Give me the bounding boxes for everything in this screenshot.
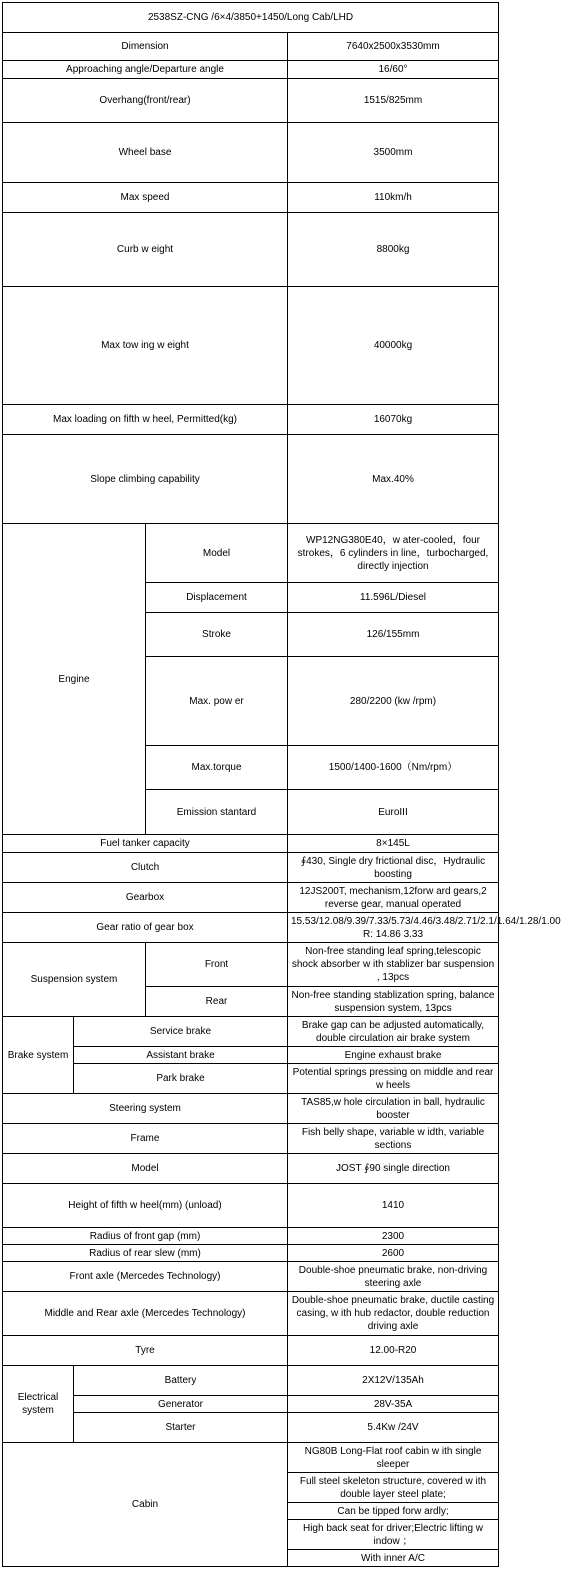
cabin-group-label: Cabin [3, 1443, 288, 1567]
row-value: 16/60° [288, 61, 499, 79]
row-label: Max. pow er [146, 657, 288, 746]
title-row [3, 3, 499, 33]
row-label: Max.torque [146, 746, 288, 790]
row-value: 1515/825mm [288, 79, 499, 123]
row-label: Dimension [3, 33, 288, 61]
row-value: 1500/1400-1600（Nm/rpm） [288, 746, 499, 790]
row-value: 3500mm [288, 123, 499, 183]
cabin-item: Can be tipped forw ardly; [288, 1503, 499, 1520]
row-value: EuroIII [288, 790, 499, 835]
row-label: Model [146, 524, 288, 583]
row-value: 12.00-R20 [288, 1336, 499, 1366]
table-row [3, 1228, 499, 1245]
row-label: Assistant brake [74, 1047, 288, 1064]
table-row [3, 1292, 499, 1336]
row-value: Max.40% [288, 435, 499, 524]
row-label: Radius of front gap (mm) [3, 1228, 288, 1245]
table-row [3, 79, 499, 123]
row-value: WP12NG380E40，w ater-cooled，four strokes，6 cylinders in line，turbocharged, directly injection [288, 524, 499, 583]
table-row [3, 61, 499, 79]
row-label: Max tow ing w eight [3, 287, 288, 405]
cabin-item: With inner A/C [288, 1550, 499, 1567]
table-row [3, 1245, 499, 1262]
row-value: 2600 [288, 1245, 499, 1262]
row-label: Park brake [74, 1064, 288, 1094]
row-label: Approaching angle/Departure angle [3, 61, 288, 79]
row-value: Brake gap can be adjusted automatically, double circulation air brake system [288, 1017, 499, 1047]
row-label: Front [146, 943, 288, 987]
row-label: Service brake [74, 1017, 288, 1047]
row-label: Gearbox [3, 883, 288, 913]
row-value: 12JS200T, mechanism,12forw ard gears,2 reverse gear, manual operated [288, 883, 499, 913]
row-value: Potential springs pressing on middle and rear w heels [288, 1064, 499, 1094]
row-label: Rear [146, 987, 288, 1017]
table-row [3, 1154, 499, 1184]
table-row [3, 1094, 499, 1124]
row-label: Model [3, 1154, 288, 1184]
row-value: Non-free standing leaf spring,telescopic shock absorber w ith stablizer bar suspension , 13pcs [288, 943, 499, 987]
row-value: 2X12V/135Ah [288, 1366, 499, 1396]
row-label: Slope climbing capability [3, 435, 288, 524]
row-label: Generator [74, 1396, 288, 1413]
row-value: 11.596L/Diesel [288, 583, 499, 613]
row-label: Starter [74, 1413, 288, 1443]
row-value: Double-shoe pneumatic brake, non-driving steering axle [288, 1262, 499, 1292]
table-row [3, 1443, 499, 1473]
row-value: 8800kg [288, 213, 499, 287]
row-label: Curb w eight [3, 213, 288, 287]
table-row [3, 1017, 499, 1047]
cabin-item: NG80B Long-Flat roof cabin w ith single sleeper [288, 1443, 499, 1473]
table-row [3, 835, 499, 853]
table-row [3, 943, 499, 987]
engine-group-label: Engine [3, 524, 146, 835]
row-value: Double-shoe pneumatic brake, ductile casting casing, w ith hub redactor, double reduction driving axle [288, 1292, 499, 1336]
table-row [3, 33, 499, 61]
table-row [3, 1413, 499, 1443]
row-label: Tyre [3, 1336, 288, 1366]
table-title: 2538SZ-CNG /6×4/3850+1450/Long Cab/LHD [3, 3, 499, 33]
row-value: 126/155mm [288, 613, 499, 657]
brake-group-label: Brake system [3, 1017, 74, 1094]
row-value: 110km/h [288, 183, 499, 213]
table-row [3, 435, 499, 524]
table-row [3, 913, 499, 943]
cabin-item: Full steel skeleton structure, covered w ith double layer steel plate; [288, 1473, 499, 1503]
row-label: Clutch [3, 853, 288, 883]
cabin-item: High back seat for driver;Electric lifting w indow ； [288, 1520, 499, 1550]
row-value: Engine exhaust brake [288, 1047, 499, 1064]
row-label: Max loading on fifth w heel, Permitted(kg) [3, 405, 288, 435]
table-row [3, 287, 499, 405]
row-label: Wheel base [3, 123, 288, 183]
row-value: 2300 [288, 1228, 499, 1245]
table-row [3, 1336, 499, 1366]
table-row [3, 1064, 499, 1094]
spec-table [2, 2, 561, 1567]
table-row [3, 405, 499, 435]
row-label: Battery [74, 1366, 288, 1396]
row-value: 8×145L [288, 835, 499, 853]
row-label: Steering system [3, 1094, 288, 1124]
row-label: Stroke [146, 613, 288, 657]
row-value: 15.53/12.08/9.39/7.33/5.73/4.46/3.48/2.71/2.1/1.64/1.28/1.00 R: 14.86 3.33 [288, 913, 499, 943]
row-label: Emission stantard [146, 790, 288, 835]
electrical-group-label: Electrical system [3, 1366, 74, 1443]
row-value: 280/2200 (kw /rpm) [288, 657, 499, 746]
row-label: Max speed [3, 183, 288, 213]
table-row [3, 524, 499, 583]
table-row [3, 1124, 499, 1154]
table-row [3, 853, 499, 883]
row-value: 1410 [288, 1184, 499, 1228]
row-value: Fish belly shape, variable w idth, variable sections [288, 1124, 499, 1154]
row-label: Middle and Rear axle (Mercedes Technology) [3, 1292, 288, 1336]
row-label: Displacement [146, 583, 288, 613]
row-value: JOST ∮90 single direction [288, 1154, 499, 1184]
row-value: ∮430, Single dry frictional disc，Hydraulic boosting [288, 853, 499, 883]
row-label: Front axle (Mercedes Technology) [3, 1262, 288, 1292]
row-value: 40000kg [288, 287, 499, 405]
table-row [3, 1184, 499, 1228]
row-value: 28V-35A [288, 1396, 499, 1413]
table-row [3, 183, 499, 213]
row-value: Non-free standing stablization spring, balance suspension system, 13pcs [288, 987, 499, 1017]
row-label: Overhang(front/rear) [3, 79, 288, 123]
row-value: TAS85,w hole circulation in ball, hydraulic booster [288, 1094, 499, 1124]
row-label: Height of fifth w heel(mm) (unload) [3, 1184, 288, 1228]
row-label: Radius of rear slew (mm) [3, 1245, 288, 1262]
table-row [3, 1366, 499, 1396]
row-label: Gear ratio of gear box [3, 913, 288, 943]
row-value: 16070kg [288, 405, 499, 435]
table-row [3, 1047, 499, 1064]
row-value: 7640x2500x3530mm [288, 33, 499, 61]
row-label: Fuel tanker capacity [3, 835, 288, 853]
table-row [3, 213, 499, 287]
row-value: 5.4Kw /24V [288, 1413, 499, 1443]
table-row [3, 883, 499, 913]
table-row [3, 123, 499, 183]
row-label: Frame [3, 1124, 288, 1154]
table-row [3, 1396, 499, 1413]
table-row [3, 1262, 499, 1292]
suspension-group-label: Suspension system [3, 943, 146, 1017]
